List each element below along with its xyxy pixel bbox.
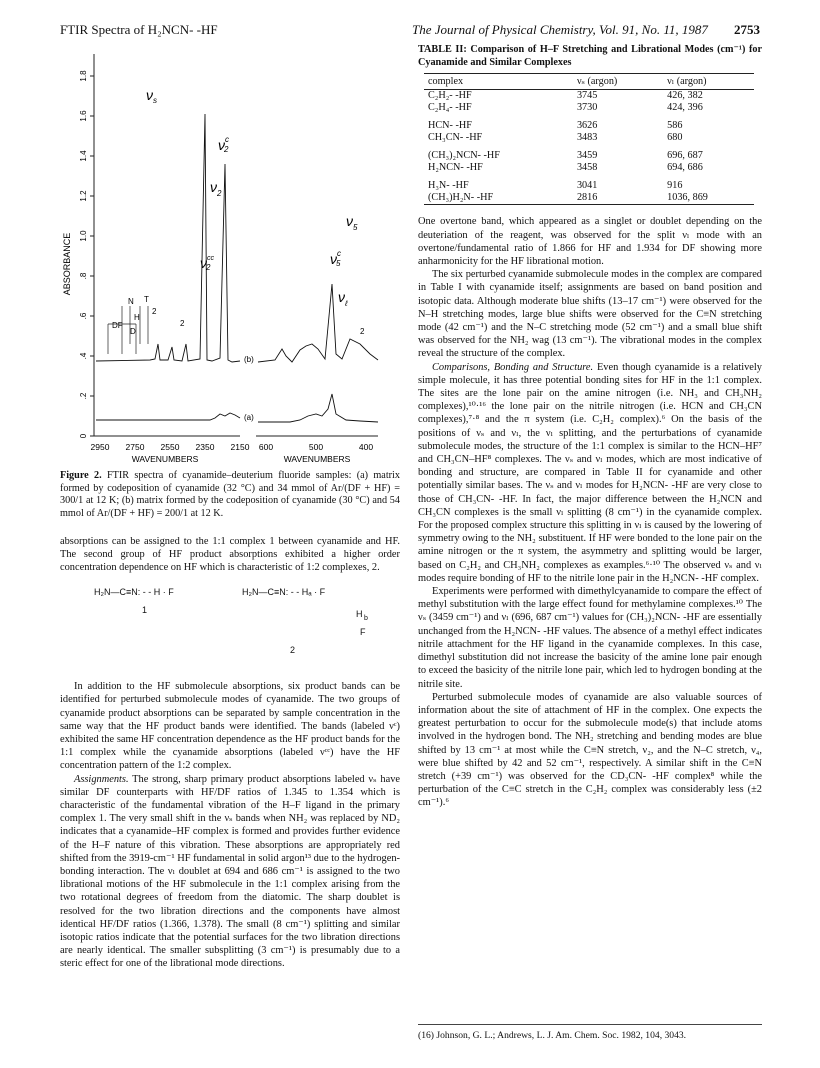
label-vl: $\nu_\ell$ [338, 289, 348, 308]
y-tick-label: 1.0 [79, 230, 88, 242]
table-cell: 1036, 869 [663, 192, 754, 205]
table-cell: 424, 396 [667, 102, 703, 114]
table-cell: 680 [667, 132, 683, 144]
page-header [60, 22, 760, 42]
label-v2cc: $\nu^{cc}$ 2 [200, 255, 214, 272]
y-tick-label: .6 [79, 312, 88, 320]
paragraph-body: The strong, sharp primary product absorptions labeled νₛ have similar DF counterparts with HF/DF ratios of 1.345 to 1.354 which is characteristic of the fundamental vibration of the H–F ligand in the primary complex 1. The very small shift in the νₛ bands when NH₂ was replaced by ND₂ indicates that a cyanamide–HF complex is formed and provides further evidence of the H–F nature of this vibration. These absorptions are appropriately red shifted from the 3919-cm⁻¹ HF fundamental in solid argon¹³ due to the hydrogen-bonding interaction. The νₗ doublet at 694 and 686 cm⁻¹ is assigned to the two librational motions of the HF submolecule in the 1:1 complex arising from the two rotational degrees of freedom from the diatomic. The sharp doublet is resolved for the two libration directions and the components have almost identical HF/DF ratios (1.366, 1.378). The small (8 cm⁻¹) splitting and similar isotopic ratios indicate that the potential surfaces for the two libration directions are nearly identical. The smaller subsplitting (3 cm⁻¹) is presumably due to a steric effect for one of the librational mode directions. [60, 773, 400, 970]
table-row [424, 114, 754, 132]
x-tick-label: 500 [308, 442, 324, 452]
page-number: 2753 [734, 22, 760, 37]
label-v2: $\nu_2$ [210, 179, 222, 198]
y-tick-label: .8 [79, 272, 88, 280]
table-cell: C₂H₂- -HF [428, 90, 472, 102]
spectrum-traces [96, 114, 378, 422]
peak-markers [112, 295, 365, 422]
trace-a-right [258, 394, 378, 422]
marker-N: N [128, 297, 134, 306]
y-tick-label: 0 [79, 433, 88, 439]
table-cell: 916 [667, 180, 683, 192]
caption-label: Figure 2. [60, 470, 102, 482]
column-header: complex [424, 74, 573, 90]
table-cell: 3483 [576, 132, 598, 144]
table-cell: 3626 [576, 120, 598, 132]
marker-H: H [134, 313, 140, 322]
table-cell: HCN- -HF [428, 120, 472, 132]
table-cell: 3730 [576, 102, 598, 114]
x-tick-label: 2350 [195, 442, 215, 452]
label-v5: $\nu_5$ [346, 213, 358, 232]
column-header: νₛ (argon) [573, 74, 663, 90]
structure-2-hb: H [356, 609, 363, 620]
comparison-table [424, 73, 754, 205]
table-cell: C₂H₄- -HF [428, 102, 472, 114]
figure-2 [60, 44, 400, 521]
x-tick-label: 2550 [160, 442, 180, 452]
paragraph: One overtone band, which appeared as a singlet or doublet depending on the deuteriation of the reagent, was observed for the split νₗ mode with an overtone/fundamental ratio of 1.866 for HF and 1.934 for DF showing more anharmonicity for the HF librational motion. [418, 216, 762, 267]
paragraph [418, 361, 762, 585]
x-axis-label-right: WAVENUMBERS [283, 454, 351, 464]
ftir-spectra-plot [60, 44, 400, 464]
paragraph: Perturbed submolecule modes of cyanamide are also valuable sources of information about the site of attachment of HF in the complex. One expects the greatest perturbation to occur for the submolecule mode(s) that include atoms involved in the hydrogen bond. The NH₂ stretching and bending modes are blue shifted by 13 cm⁻¹ at most while the C≡N stretch, ν₂, and the N–C stretch, ν₄, were blue shifted by 42 and 52 cm⁻¹, respectively. A similar shift in the C≡N stretch (+39 cm⁻¹) was observed for the CD₃CN- -HF complex⁸ while the perturbation of the C≡C stretch in the C₂H₂ complex was considerably less (±2 cm⁻¹).⁶ [418, 691, 762, 809]
section-heading: Comparisons, Bonding and Structure. [432, 361, 594, 373]
trace-b-right [258, 284, 378, 362]
x-axis-label-left: WAVENUMBERS [131, 454, 199, 464]
y-tick-label: 1.4 [79, 150, 88, 162]
table-cell: CH₃CN- -HF [428, 132, 483, 144]
label-vs: $\nu_s$ [146, 87, 157, 105]
running-title: FTIR Spectra of H₂NCN- -HF [60, 22, 218, 37]
column-header: νₗ (argon) [663, 74, 754, 90]
table-cell: (CH₃)₂NCN- -HF [428, 150, 500, 162]
paragraph: absorptions can be assigned to the 1:1 complex 1 between cyanamide and HF. The second group of HF product absorptions exhibited a higher order concentration dependence on HF which is characteristic of 1:2 complexes, 2. [60, 535, 400, 573]
y-axis [62, 54, 94, 438]
marker-2c: 2 [360, 327, 365, 336]
structure-2-number: 2 [290, 645, 296, 656]
x-tick-label: 2150 [230, 442, 250, 452]
structure-2-f: F [360, 627, 366, 638]
paragraph: The six perturbed cyanamide submolecule modes in the complex are compared in Table I with cyanamide itself; assignments are based on band position and isotopic data. Although moderate blue shifts (13–17 cm⁻¹) were observed for the N–H stretching modes, large blue shifts were observed for the C≡N stretching mode (42 cm⁻¹) and the N–C stretching mode (52 cm⁻¹) and a small blue shift was observed for the NH₂ wag (13 cm⁻¹). The vibrational modes in the complex reveal the structure of the complex. [418, 269, 762, 360]
caption-text: FTIR spectra of cyanamide–deuterium fluoride samples: (a) matrix formed by codeposition of cyanamide (32 °C) and 34 mmol of Ar/(DF + HF) = 300/1 at 12 K; (b) matrix formed by the codeposition of cyanamide (30 °C) and 54 mmol of Ar/(DF + HF) = 200/1 at 12 K. [60, 470, 400, 519]
x-tick-label: 400 [358, 442, 374, 452]
marker-DF: DF [112, 321, 123, 330]
trace-a-label: (a) [244, 413, 254, 422]
table-cell: 696, 687 [667, 150, 703, 162]
table-row [424, 174, 754, 192]
y-tick-label: .2 [79, 392, 88, 400]
table-cell: H₂NCN- -HF [428, 162, 483, 174]
structure-2: H₂N—C≡N: - - Hₐ · F [242, 587, 326, 598]
marker-D: D [130, 327, 136, 336]
label-v5c: $\nu^c$ 5 [330, 249, 341, 268]
table-row [424, 132, 754, 144]
paragraph: In addition to the HF submolecule absorptions, six product bands can be identified for perturbed submolecule modes of cyanamide. The two groups of cyanamide product absorptions can be separated by sample concentration in the same way that the HF product bands were identified. The bands (labeled νᶜ) exhibited the same HF concentration dependence as the HF product bands for the 1:1 complex while the cyanamide absorptions (labeled νᶜᶜ) have the HF concentration pattern of the 1:2 complex. [60, 681, 400, 772]
section-heading: Assignments. [74, 773, 129, 785]
x-tick-label: 2950 [90, 442, 110, 452]
trace-a-left [96, 413, 240, 420]
table-row [424, 90, 754, 103]
footnote: (16) Johnson, G. L.; Andrews, L. J. Am. Chem. Soc. 1982, 104, 3043. [418, 1024, 762, 1041]
table-row [424, 192, 754, 205]
figure-caption [60, 470, 400, 520]
label-v2c: $\nu^c$ 2 [218, 135, 229, 154]
structure-2-hb-sub: b [364, 615, 368, 623]
paragraph-body: Even though cyanamide is a relatively simple molecule, it has three potential bonding sites for HF in the 1:1 complex. The sites are the lone pair on the amine nitrogen (i.e. NH₃ and CH₃NH₂ complexes),¹⁰·¹⁶ the lone pair on the nitrile nitrogen (i.e. HCN and CH₃CN complexes),⁷·⁸ and the π system (i.e. C₂H₂ complex).⁶ On the basis of the positions of νₛ and νₗ, the νₗ splitting, and the perturbations of cyanamide submolecule modes, the structure of the 1:1 complex is similar to the HCN–HF⁷ and CH₃CN–HF⁸ complexes. The νₛ and νₗ modes, which are most indicative of bonding and structure, are compared in Table II for cyanamide and other potentially similar bases. The νₛ and νₗ modes for H₂NCN- -HF are very close to those of CH₃CN- -HF. In fact, the major difference between the H₂NCN and CH₃CN complexes is the small νₗ splitting (8 cm⁻¹) in the cyanamide complex. For the proposed complex structure this splitting in νₗ is caused by the lowering of symmetry owing to the NH₂ substituent. If HF were bonded to the lone pair on the amine nitrogen or the π system, the asymmetry and splitting would be larger, based on C₂H₂ and CH₃NH₂ complexes as examples.⁶·¹⁰ The observed νₛ and νₗ modes require bonding of HF to the nitrile lone pair in the H₂NCN- -HF complex. [418, 361, 762, 584]
right-column [418, 44, 762, 810]
y-tick-label: .4 [79, 352, 88, 360]
table-row [424, 102, 754, 114]
marker-T: T [144, 295, 149, 304]
structure-diagrams [60, 582, 400, 674]
left-column [60, 44, 400, 971]
y-tick-label: 1.2 [79, 190, 88, 202]
peak-marker-lines [108, 306, 148, 354]
y-tick-label: 1.8 [79, 70, 88, 82]
y-axis-label: ABSORBANCE [62, 232, 72, 296]
table-cell: 3041 [576, 180, 598, 192]
x-tick-label: 2750 [125, 442, 145, 452]
table-cell: 2816 [573, 192, 663, 205]
table-title: TABLE II: Comparison of H–F Stretching and Librational Modes (cm⁻¹) for Cyanamide and Similar Complexes [418, 44, 762, 68]
table-cell: (CH₃)H₂N- -HF [424, 192, 573, 205]
table-row [424, 162, 754, 174]
table-cell: 3458 [576, 162, 598, 174]
paragraph: Experiments were performed with dimethylcyanamide to compare the effect of methyl substitution with the large effect found for methylamine complexes.¹⁰ The νₛ (3459 cm⁻¹) and νₗ (696, 687 cm⁻¹) values for (CH₃)₂NCN- -HF are essentially unchanged from the H₂NCN- -HF values. The absence of a methyl effect indicates nitrile attachment for the HF ligand in the cyanamide complexes. In this case, dimethyl substitution did not increase the basicity of the amine lone pair enough to exceed the basicity of the nitrile lone pair, which led to hydrogen bonding at the nitrile site. [418, 586, 762, 690]
band-labels [146, 87, 358, 308]
table-cell: 3745 [576, 90, 598, 102]
journal-citation: The Journal of Physical Chemistry, Vol. 91, No. 11, 1987 [412, 22, 708, 37]
marker-2b: 2 [180, 319, 185, 328]
x-axis [91, 436, 378, 464]
structure-1-number: 1 [142, 605, 148, 616]
x-tick-label: 600 [258, 442, 274, 452]
trace-b-label: (b) [244, 355, 254, 364]
table-cell: 586 [667, 120, 683, 132]
marker-2a: 2 [152, 307, 157, 316]
paragraph [60, 773, 400, 971]
table-cell: H₃N- -HF [428, 180, 469, 192]
table-cell: 426, 382 [667, 90, 703, 102]
structure-1: H₂N—C≡N: - - H · F [94, 587, 174, 598]
table-cell: 694, 686 [667, 162, 703, 174]
y-tick-label: 1.6 [79, 110, 88, 122]
table-cell: 3459 [576, 150, 598, 162]
table-row [424, 144, 754, 162]
